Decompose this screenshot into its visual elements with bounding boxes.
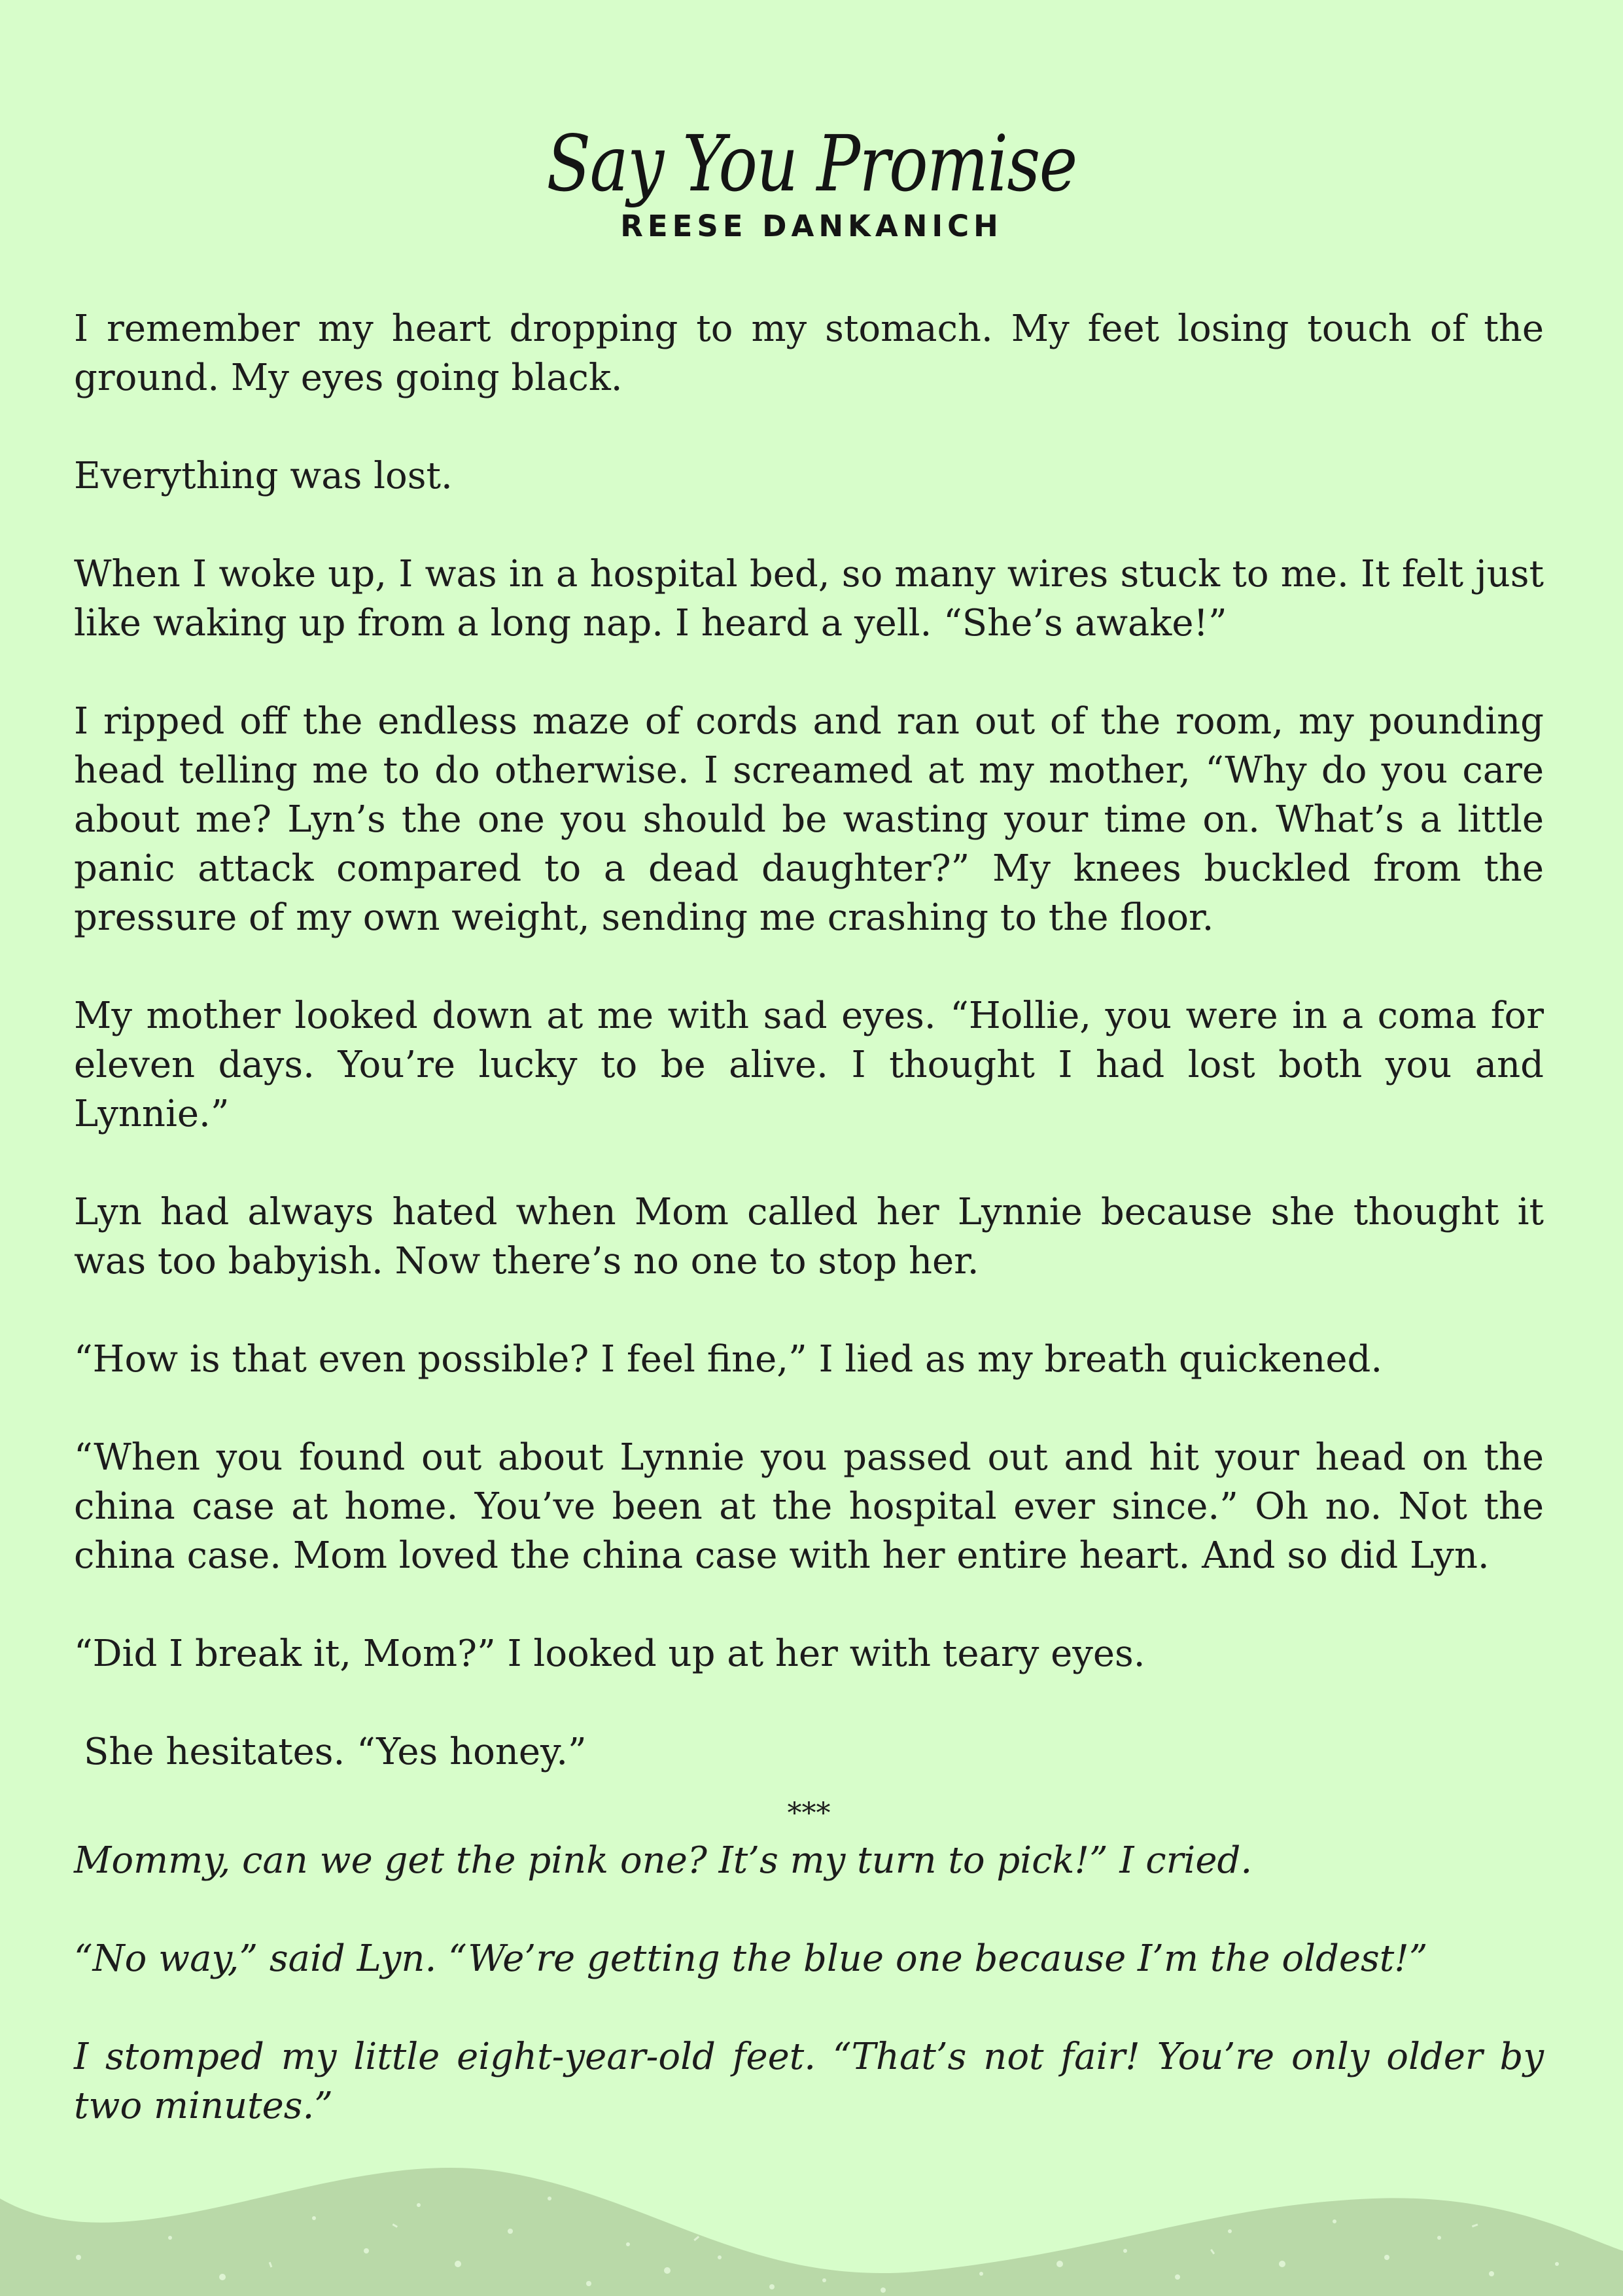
paragraph: “How is that even possible? I feel fine,” I lied as my breath quickened. <box>74 1338 1383 1381</box>
paragraph: Lyn had always hated when Mom called her Lynnie because she thought it was too babyish. Now there’s no one to stop her. <box>74 1191 1544 1282</box>
decorative-wave-footer <box>0 2159 1623 2296</box>
author-name: REESE DANKANICH <box>620 209 1003 243</box>
scene-separator: *** <box>787 1797 831 1830</box>
italic-paragraph: “No way,” said Lyn. “We’re getting the blue one because I’m the oldest!” <box>74 1937 1428 1980</box>
paragraph: “Did I break it, Mom?” I looked up at her with teary eyes. <box>74 1633 1145 1675</box>
paragraph: I ripped off the endless maze of cords and ran out of the room, my pounding head telling me to do otherwise. I screamed at my mother, “Why do you care about me? Lyn’s the one you should be wasting your time on. What’s a little panic attack compared to a dead daughter?” My knees buckled from the pressure of my own weight, sending me crashing to the floor. <box>74 700 1544 939</box>
paragraph: “When you found out about Lynnie you passed out and hit your head on the china case at home. You’ve been at the hospital ever since.” Oh no. Not the china case. Mom loved the china case with her entire heart. And so did Lyn. <box>74 1436 1544 1577</box>
story-body <box>74 304 1544 2130</box>
italic-paragraph: Mommy, can we get the pink one? It’s my turn to pick!” I cried. <box>74 1839 1253 1882</box>
header <box>0 115 1623 243</box>
paragraph: My mother looked down at me with sad eyes. “Hollie, you were in a coma for eleven days. You’re lucky to be alive. I thought I had lost both you and Lynnie.” <box>74 995 1544 1135</box>
paragraph: She hesitates. “Yes honey.” <box>84 1731 587 1773</box>
story-title: Say You Promise <box>546 118 1077 209</box>
paragraph: Everything was lost. <box>74 455 453 497</box>
italic-paragraph: I stomped my little eight-year-old feet. “That’s not fair! You’re only older by two minutes.” <box>74 2036 1544 2127</box>
wave-shape <box>0 2168 1623 2296</box>
paragraph: I remember my heart dropping to my stomach. My feet losing touch of the ground. My eyes going black. <box>74 308 1544 399</box>
paragraph: When I woke up, I was in a hospital bed, so many wires stuck to me. It felt just like waking up from a long nap. I heard a yell. “She’s awake!” <box>74 553 1544 645</box>
